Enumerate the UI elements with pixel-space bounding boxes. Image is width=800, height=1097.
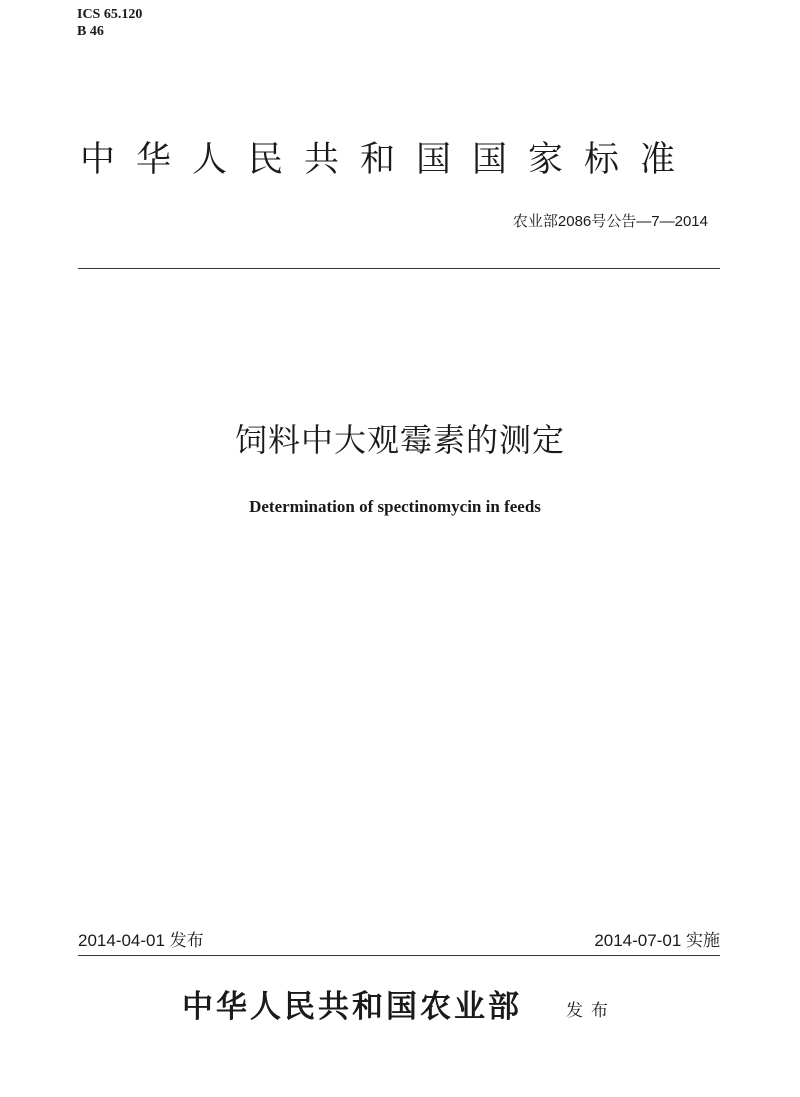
bottom-divider [78, 955, 720, 956]
ics-code: ICS 65.120 [77, 7, 143, 22]
top-divider [78, 268, 720, 269]
document-title-chinese: 饲料中大观霉素的测定 [234, 421, 565, 459]
standard-type-title: 中华人民共和国国家标准 [80, 140, 697, 180]
issuing-label: 发布 [566, 1001, 616, 1021]
document-title-english: Determination of spectinomycin in feeds [249, 497, 541, 516]
issue-date: 2014-04-01 发布 [78, 931, 204, 950]
standard-number: 农业部2086号公告—7—2014 [512, 213, 708, 230]
implementation-date: 2014-07-01 实施 [594, 931, 720, 950]
issuing-authority: 中华人民共和国农业部 [182, 989, 522, 1025]
classification-codes [77, 6, 142, 40]
ccs-code: B 46 [77, 24, 104, 39]
